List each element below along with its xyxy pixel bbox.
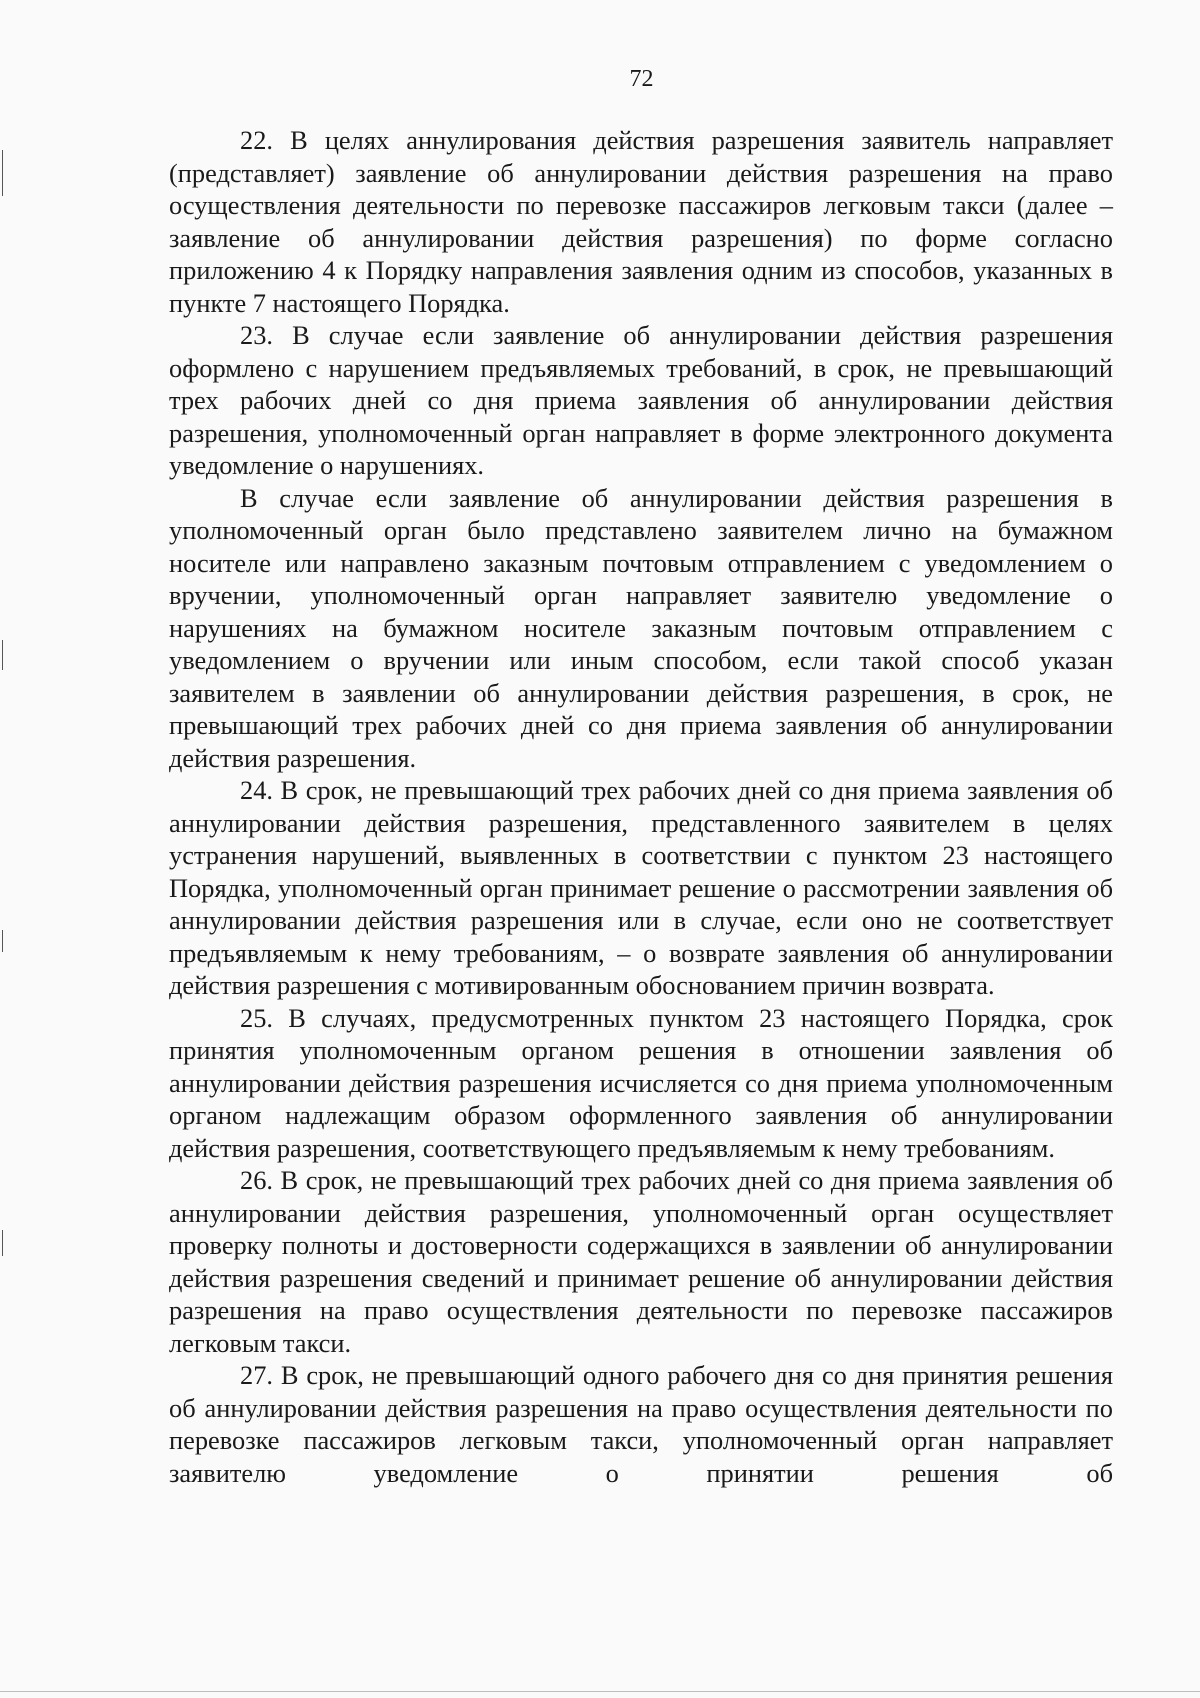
- scan-mark: [2, 640, 3, 670]
- page-number: 72: [629, 66, 654, 92]
- scan-mark: [2, 930, 3, 952]
- document-body: [169, 124, 1113, 1489]
- paragraph-27: 27. В срок, не превышающий одного рабочего дня со дня принятия решения об аннулировании действия разрешения на право осуществления деятельности по перевозке пассажиров легковым такси, уполномоченный орган направляет заявителю уведомление о принятии решения об: [169, 1360, 1113, 1488]
- paragraph-24: 24. В срок, не превышающий трех рабочих дней со дня приема заявления об аннулировании действия разрешения, представленного заявителем в целях устранения нарушений, выявленных в соответствии с пунктом 23 настоящего Порядка, уполномоченный орган принимает решение о рассмотрении заявления об аннулировании действия разрешения или в случае, если оно не соответствует предъявляемым к нему требованиям, – о возврате заявления об аннулировании действия разрешения с мотивированным обоснованием причин возврата.: [169, 775, 1113, 1000]
- scan-bottom-edge: [0, 1691, 1200, 1692]
- scan-mark: [2, 150, 3, 196]
- paragraph-26: 26. В срок, не превышающий трех рабочих дней со дня приема заявления об аннулировании действия разрешения, уполномоченный орган осуществляет проверку полноты и достоверности содержащихся в заявлении об аннулировании действия разрешения сведений и принимает решение об аннулировании действия разрешения на право осуществления деятельности по перевозке пассажиров легковым такси.: [169, 1165, 1113, 1358]
- scan-mark: [2, 1230, 3, 1256]
- paragraph-22: 22. В целях аннулирования действия разрешения заявитель направляет (представляет) заявление об аннулировании действия разрешения на право осуществления деятельности по перевозке пассажиров легковым такси (далее – заявление об аннулировании действия разрешения) по форме согласно приложению 4 к Порядку направления заявления одним из способов, указанных в пункте 7 настоящего Порядка.: [169, 125, 1113, 318]
- paragraph-25: 25. В случаях, предусмотренных пунктом 23 настоящего Порядка, срок принятия уполномоченным органом решения в отношении заявления об аннулировании действия разрешения исчисляется со дня приема уполномоченным органом надлежащим образом оформленного заявления об аннулировании действия разрешения, соответствующего предъявляемым к нему требованиям.: [169, 1002, 1113, 1163]
- paragraph-23: 23. В случае если заявление об аннулировании действия разрешения оформлено с нарушением предъявляемых требований, в срок, не превышающий трех рабочих дней со дня приема заявления об аннулировании действия разрешения, уполномоченный орган направляет в форме электронного документа уведомление о нарушениях.: [169, 320, 1113, 480]
- paragraph-23-continuation: В случае если заявление об аннулировании действия разрешения в уполномоченный орган было представлено заявителем лично на бумажном носителе или направлено заказным почтовым отправлением с уведомлением о вручении, уполномоченный орган направляет заявителю уведомление о нарушениях на бумажном носителе заказным почтовым отправлением с уведомлением о вручении или иным способом, если такой способ указан заявителем в заявлении об аннулировании действия разрешения, в срок, не превышающий трех рабочих дней со дня приема заявления об аннулировании действия разрешения.: [169, 482, 1113, 773]
- scan-margin-noise: [0, 0, 150, 1698]
